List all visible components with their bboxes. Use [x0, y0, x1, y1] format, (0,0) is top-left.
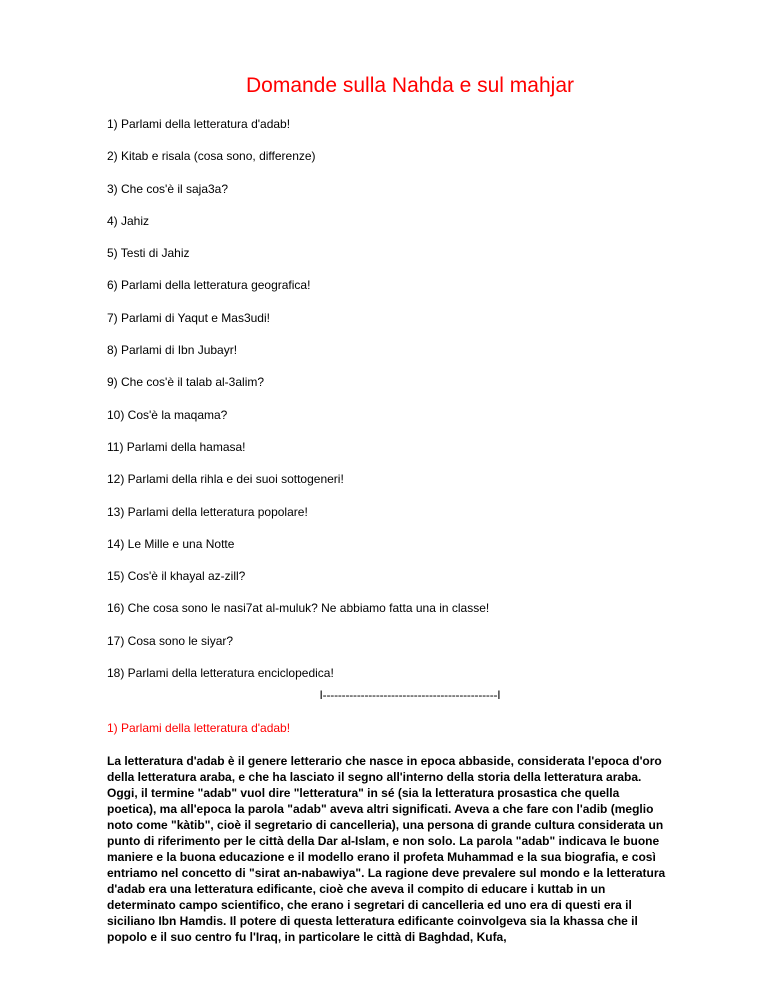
- question-item: 2) Kitab e risala (cosa sono, differenze): [107, 149, 316, 164]
- document-title: Domande sulla Nahda e sul mahjar: [245, 74, 574, 97]
- section-heading: 1) Parlami della letteratura d'adab!: [107, 721, 291, 735]
- question-item: 3) Che cos'è il saja3a?: [107, 181, 229, 196]
- question-item: 11) Parlami della hamasa!: [107, 439, 246, 454]
- question-item: 18) Parlami della letteratura enciclopedica!: [107, 666, 334, 681]
- question-item: 13) Parlami della letteratura popolare!: [107, 504, 308, 519]
- question-item: 9) Che cos'è il talab al-3alim?: [107, 375, 265, 390]
- question-item: 15) Cos'è il khayal az-zill?: [107, 569, 246, 584]
- question-item: 12) Parlami della rihla e dei suoi sottogeneri!: [107, 472, 344, 487]
- question-item: 6) Parlami della letteratura geografica!: [107, 278, 311, 293]
- question-item: 7) Parlami di Yaqut e Mas3udi!: [107, 310, 270, 325]
- section-separator: I----------------------------------------------I: [319, 688, 501, 702]
- question-item: 17) Cosa sono le siyar?: [107, 633, 234, 648]
- question-item: 8) Parlami di Ibn Jubayr!: [107, 343, 238, 358]
- question-list: [107, 117, 489, 698]
- question-item: 14) Le Mille e una Notte: [107, 536, 235, 551]
- question-item: 16) Che cosa sono le nasi7at al-muluk? Ne abbiamo fatta una in classe!: [107, 601, 490, 616]
- question-item: 10) Cos'è la maqama?: [107, 407, 228, 422]
- question-item: 4) Jahiz: [107, 213, 150, 228]
- question-item: 5) Testi di Jahiz: [107, 246, 190, 261]
- question-item: 1) Parlami della letteratura d'adab!: [107, 117, 291, 131]
- section-body-text: La letteratura d'adab è il genere letterario che nasce in epoca abbaside, considerata l'epoca d'oro della letteratura araba, e che ha lasciato il segno all'interno della storia della letteratura araba. Oggi, il termine "adab" vuol dire "letteratura" in sé (sia la letteratura prosastica che quella poetica), ma all'epoca la parola "adab" aveva altri significati. Aveva a che fare con l'adib (meglio noto come "kàtib", cioè il segretario di cancelleria), una persona di grande cultura considerata un punto di riferimento per le città della Dar al-Islam, e non solo. La parola "adab" indicava le buone maniere e la buona educazione e il modello erano il profeta Muhammad e la sua biografia, e così entriamo nel concetto di "sirat an-nabawiya". La ragione deve prevalere sul mondo e la letteratura d'adab era una letteratura edificante, cioè che aveva il compito di educare i kuttab in un determinato campo scientifico, che erano i segretari di cancelleria ed uno era di questi era il siciliano Ibn Hamdis. Il potere di questa letteratura edificante coinvolgeva sia la khassa che il popolo e il suo centro fu l'Iraq, in particolare le città di Baghdad, Kufa,: [107, 754, 666, 944]
